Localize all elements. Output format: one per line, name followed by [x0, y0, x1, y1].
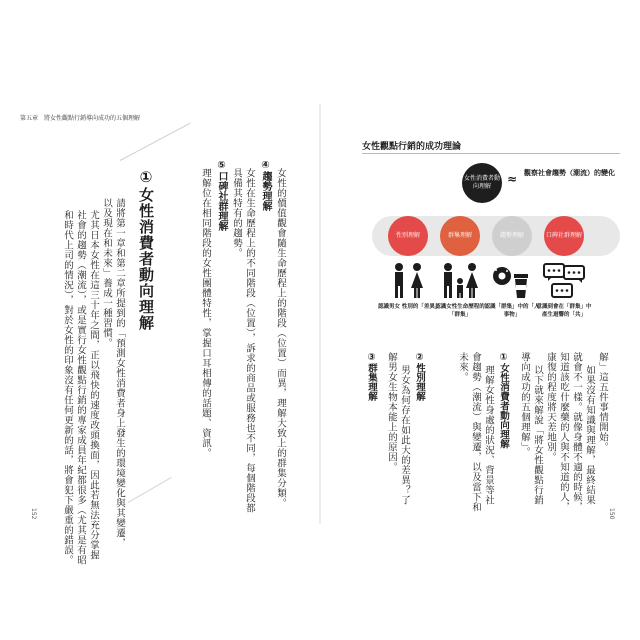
title-rule: [362, 153, 620, 154]
body-column: 社會的趨勢（潮流），或是實行女性觀點行銷的專家成員年紀都很多（尤其是有昭: [75, 210, 86, 566]
trend-note: 觀察社會趨勢（潮流）的變化: [524, 169, 615, 177]
body-column: 解」這五件事情開始。: [597, 352, 608, 452]
family-icon: [438, 262, 482, 300]
community-circle: 口碑社群理解: [544, 216, 584, 256]
body-column: 以及現在和未來」養成一種習慣。: [101, 198, 112, 348]
chat-bubbles-icon: [542, 262, 586, 300]
approx-symbol: ≈: [507, 172, 518, 186]
item4-column: 具備其特有的趨勢。: [231, 168, 242, 258]
item2-heading: ②性別理解: [414, 352, 425, 401]
body-column: 如果沒有知識與理解，最終結果: [584, 365, 595, 505]
couple-icon: [386, 262, 430, 300]
gender-circle: 性別理解: [388, 216, 428, 256]
page-number: 152: [30, 508, 37, 520]
trend-caption: 認識「群集」中的「人事物」: [484, 304, 540, 318]
body-column: 以下就來解說「將女性觀點行銷: [532, 365, 543, 505]
diagram-title: 女性觀點行銷的成功理論: [362, 142, 462, 152]
gender-caption: 認識男女 性別的「差異」: [378, 304, 441, 310]
cluster-circle: 群集理解: [440, 216, 480, 256]
body-column: 尤其日本女性在這三十年之間，正以飛快的速度改頭換面，因此若無法充分掌握: [88, 210, 99, 560]
item5-column: 理解位在相同階段的女性團體特性，掌握口耳相傳的話題、資訊。: [200, 168, 211, 458]
item4-column: 女性的價值觀會隨生命歷程上的階段（位置）而異，理解大致上的群集分類。: [275, 168, 286, 508]
products-icon: [490, 262, 534, 300]
item1-column: 理解女性身處的狀況、背景等社: [483, 365, 494, 505]
body-column: 和時代上司的情況），對於女性的印象沒有任何更新的話，將會犯下嚴重的錯誤。: [62, 210, 73, 566]
body-column: 請將第一章和第二章所提到的「預測女性消費者身上發生的環境變化與其變遷，: [114, 198, 125, 548]
consumer-trend-circle: 女性消費者動向理解: [462, 163, 502, 203]
page-number: 150: [608, 508, 615, 520]
trend-circle: 趨勢理解: [492, 216, 532, 256]
section-heading: ①女性消費者動向理解: [137, 168, 155, 331]
body-column: 知道該吃什麼藥的人與不知道的人，: [558, 352, 569, 512]
body-column: 導向成功的五個理解」。: [519, 352, 530, 458]
book-gutter: [319, 104, 321, 524]
item3-heading: ③群集理解: [366, 352, 377, 401]
item2-column: 解男女生物本能上的原因。: [386, 352, 397, 472]
item1-column: 未來。: [457, 352, 468, 382]
chapter-header: 第五章 將女性觀點行銷導向成功的五個理解: [20, 115, 141, 122]
cluster-caption: 認識女性生命歷程的「群集」: [435, 304, 485, 318]
community-caption: 意識到會在「群集」中產生迴響的「共」: [536, 304, 592, 318]
item5-heading: ⑤口碑社群理解: [216, 160, 227, 231]
item4-heading: ④趨勢理解: [260, 160, 271, 211]
item1-column: 會趨勢（潮流）與變遷，以及當下和: [470, 352, 481, 512]
item2-column: 男女為何存在如此大的差異？了: [399, 365, 410, 505]
item1-heading: ①女性消費者動向理解: [498, 352, 509, 449]
item4-column: 女性在生命歷程上的不同階段（位置），訴求的商品或服務也不同，每個階段都: [244, 168, 255, 514]
body-column: 康復的程度將天差地別。: [545, 352, 556, 462]
body-column: 就會不一樣。就像身體不適的時候，: [571, 352, 582, 512]
